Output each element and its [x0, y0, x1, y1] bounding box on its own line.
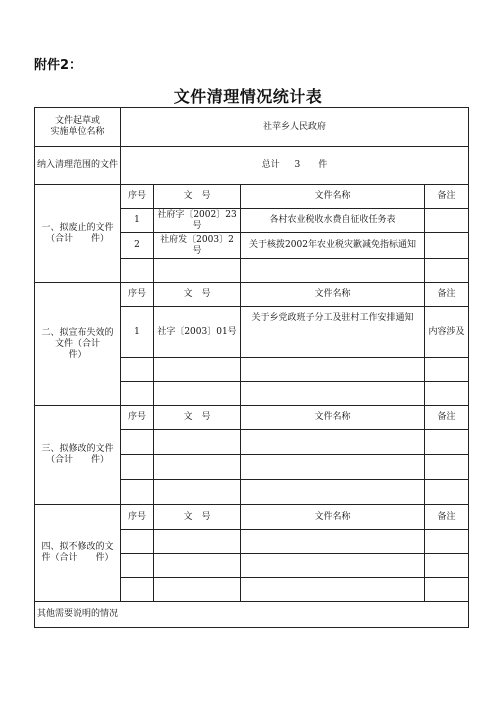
cell-remarks — [425, 430, 469, 455]
cell-doc-name — [241, 259, 425, 283]
cell-doc-no — [154, 554, 241, 578]
cell-doc-no: 社字〔2003〕01号 — [154, 307, 241, 358]
cell-doc-no — [154, 259, 241, 283]
drafting-unit-row — [35, 108, 469, 147]
cell-seq: 1 — [121, 209, 154, 233]
column-header-doc-no: 文 号 — [154, 505, 241, 530]
section-4-label: 四、拟不修改的文 件（合计 件） — [35, 505, 121, 602]
cell-doc-name — [241, 530, 425, 554]
cell-seq — [121, 358, 154, 382]
scope-label: 纳入清理范围的文件 — [35, 147, 121, 185]
column-header-doc-no: 文 号 — [154, 283, 241, 307]
cell-remarks — [425, 554, 469, 578]
section-3-header-row — [35, 406, 469, 430]
cell-doc-name — [241, 455, 425, 480]
cell-doc-name: 各村农业税收水费自征收任务表 — [241, 209, 425, 233]
cell-doc-no — [154, 358, 241, 382]
cell-doc-no — [154, 455, 241, 480]
cell-doc-name — [241, 382, 425, 406]
cell-seq — [121, 480, 154, 505]
cell-doc-no: 社府字〔2002〕23号 — [154, 209, 241, 233]
column-header-seq: 序号 — [121, 406, 154, 430]
section-2-header-row — [35, 283, 469, 307]
cell-seq: 2 — [121, 233, 154, 259]
cell-doc-no — [154, 530, 241, 554]
column-header-seq: 序号 — [121, 185, 154, 209]
cell-remarks — [425, 455, 469, 480]
cell-remarks — [425, 233, 469, 259]
scope-row — [35, 147, 469, 185]
footer-label: 其他需要说明的情况 — [35, 602, 469, 628]
cell-doc-name — [241, 554, 425, 578]
page-title: 文件清理情况统计表 — [173, 87, 323, 106]
cell-doc-name — [241, 578, 425, 602]
cell-seq — [121, 455, 154, 480]
footer-row — [35, 602, 469, 628]
section-2-label: 二、拟宣布失效的 文件（合计 件） — [35, 283, 121, 406]
cell-remarks — [425, 382, 469, 406]
cell-doc-name — [241, 358, 425, 382]
cell-doc-name: 关于乡党政班子分工及驻村工作安排通知 — [241, 307, 425, 358]
cell-remarks — [425, 480, 469, 505]
statistics-table — [34, 107, 469, 628]
cell-doc-no — [154, 480, 241, 505]
column-header-doc-name: 文件名称 — [241, 283, 425, 307]
column-header-remarks: 备注 — [425, 505, 469, 530]
attachment-label: 附件2： — [34, 58, 83, 73]
cell-doc-name — [241, 430, 425, 455]
cell-doc-no — [154, 578, 241, 602]
section-4-header-row — [35, 505, 469, 530]
column-header-remarks: 备注 — [425, 283, 469, 307]
cell-doc-name — [241, 480, 425, 505]
column-header-seq: 序号 — [121, 505, 154, 530]
column-header-doc-name: 文件名称 — [241, 185, 425, 209]
column-header-doc-no: 文 号 — [154, 406, 241, 430]
column-header-seq: 序号 — [121, 283, 154, 307]
cell-doc-no — [154, 382, 241, 406]
section-1-header-row — [35, 185, 469, 209]
column-header-doc-no: 文 号 — [154, 185, 241, 209]
cell-doc-name: 关于核拨2002年农业税灾歉减免指标通知 — [241, 233, 425, 259]
cell-remarks — [425, 209, 469, 233]
cell-seq: 1 — [121, 307, 154, 358]
column-header-remarks: 备注 — [425, 185, 469, 209]
drafting-unit-label: 文件起草或 实施单位名称 — [35, 108, 121, 147]
cell-remarks — [425, 259, 469, 283]
cell-remarks: 内容涉及 — [425, 307, 469, 358]
cell-doc-no — [154, 430, 241, 455]
cell-seq — [121, 430, 154, 455]
section-3-label: 三、拟修改的文件 （合计 件） — [35, 406, 121, 505]
scope-value: 总计 3 件 — [121, 147, 469, 185]
drafting-unit-value: 社苹乡人民政府 — [121, 108, 469, 147]
cell-seq — [121, 554, 154, 578]
column-header-remarks: 备注 — [425, 406, 469, 430]
cell-seq — [121, 530, 154, 554]
section-1-label: 一、拟废止的文件 （合计 件） — [35, 185, 121, 283]
cell-remarks — [425, 578, 469, 602]
cell-seq — [121, 578, 154, 602]
column-header-doc-name: 文件名称 — [241, 505, 425, 530]
cell-doc-no: 社府发〔2003〕2号 — [154, 233, 241, 259]
cell-remarks — [425, 358, 469, 382]
cell-seq — [121, 259, 154, 283]
cell-remarks — [425, 530, 469, 554]
column-header-doc-name: 文件名称 — [241, 406, 425, 430]
cell-seq — [121, 382, 154, 406]
